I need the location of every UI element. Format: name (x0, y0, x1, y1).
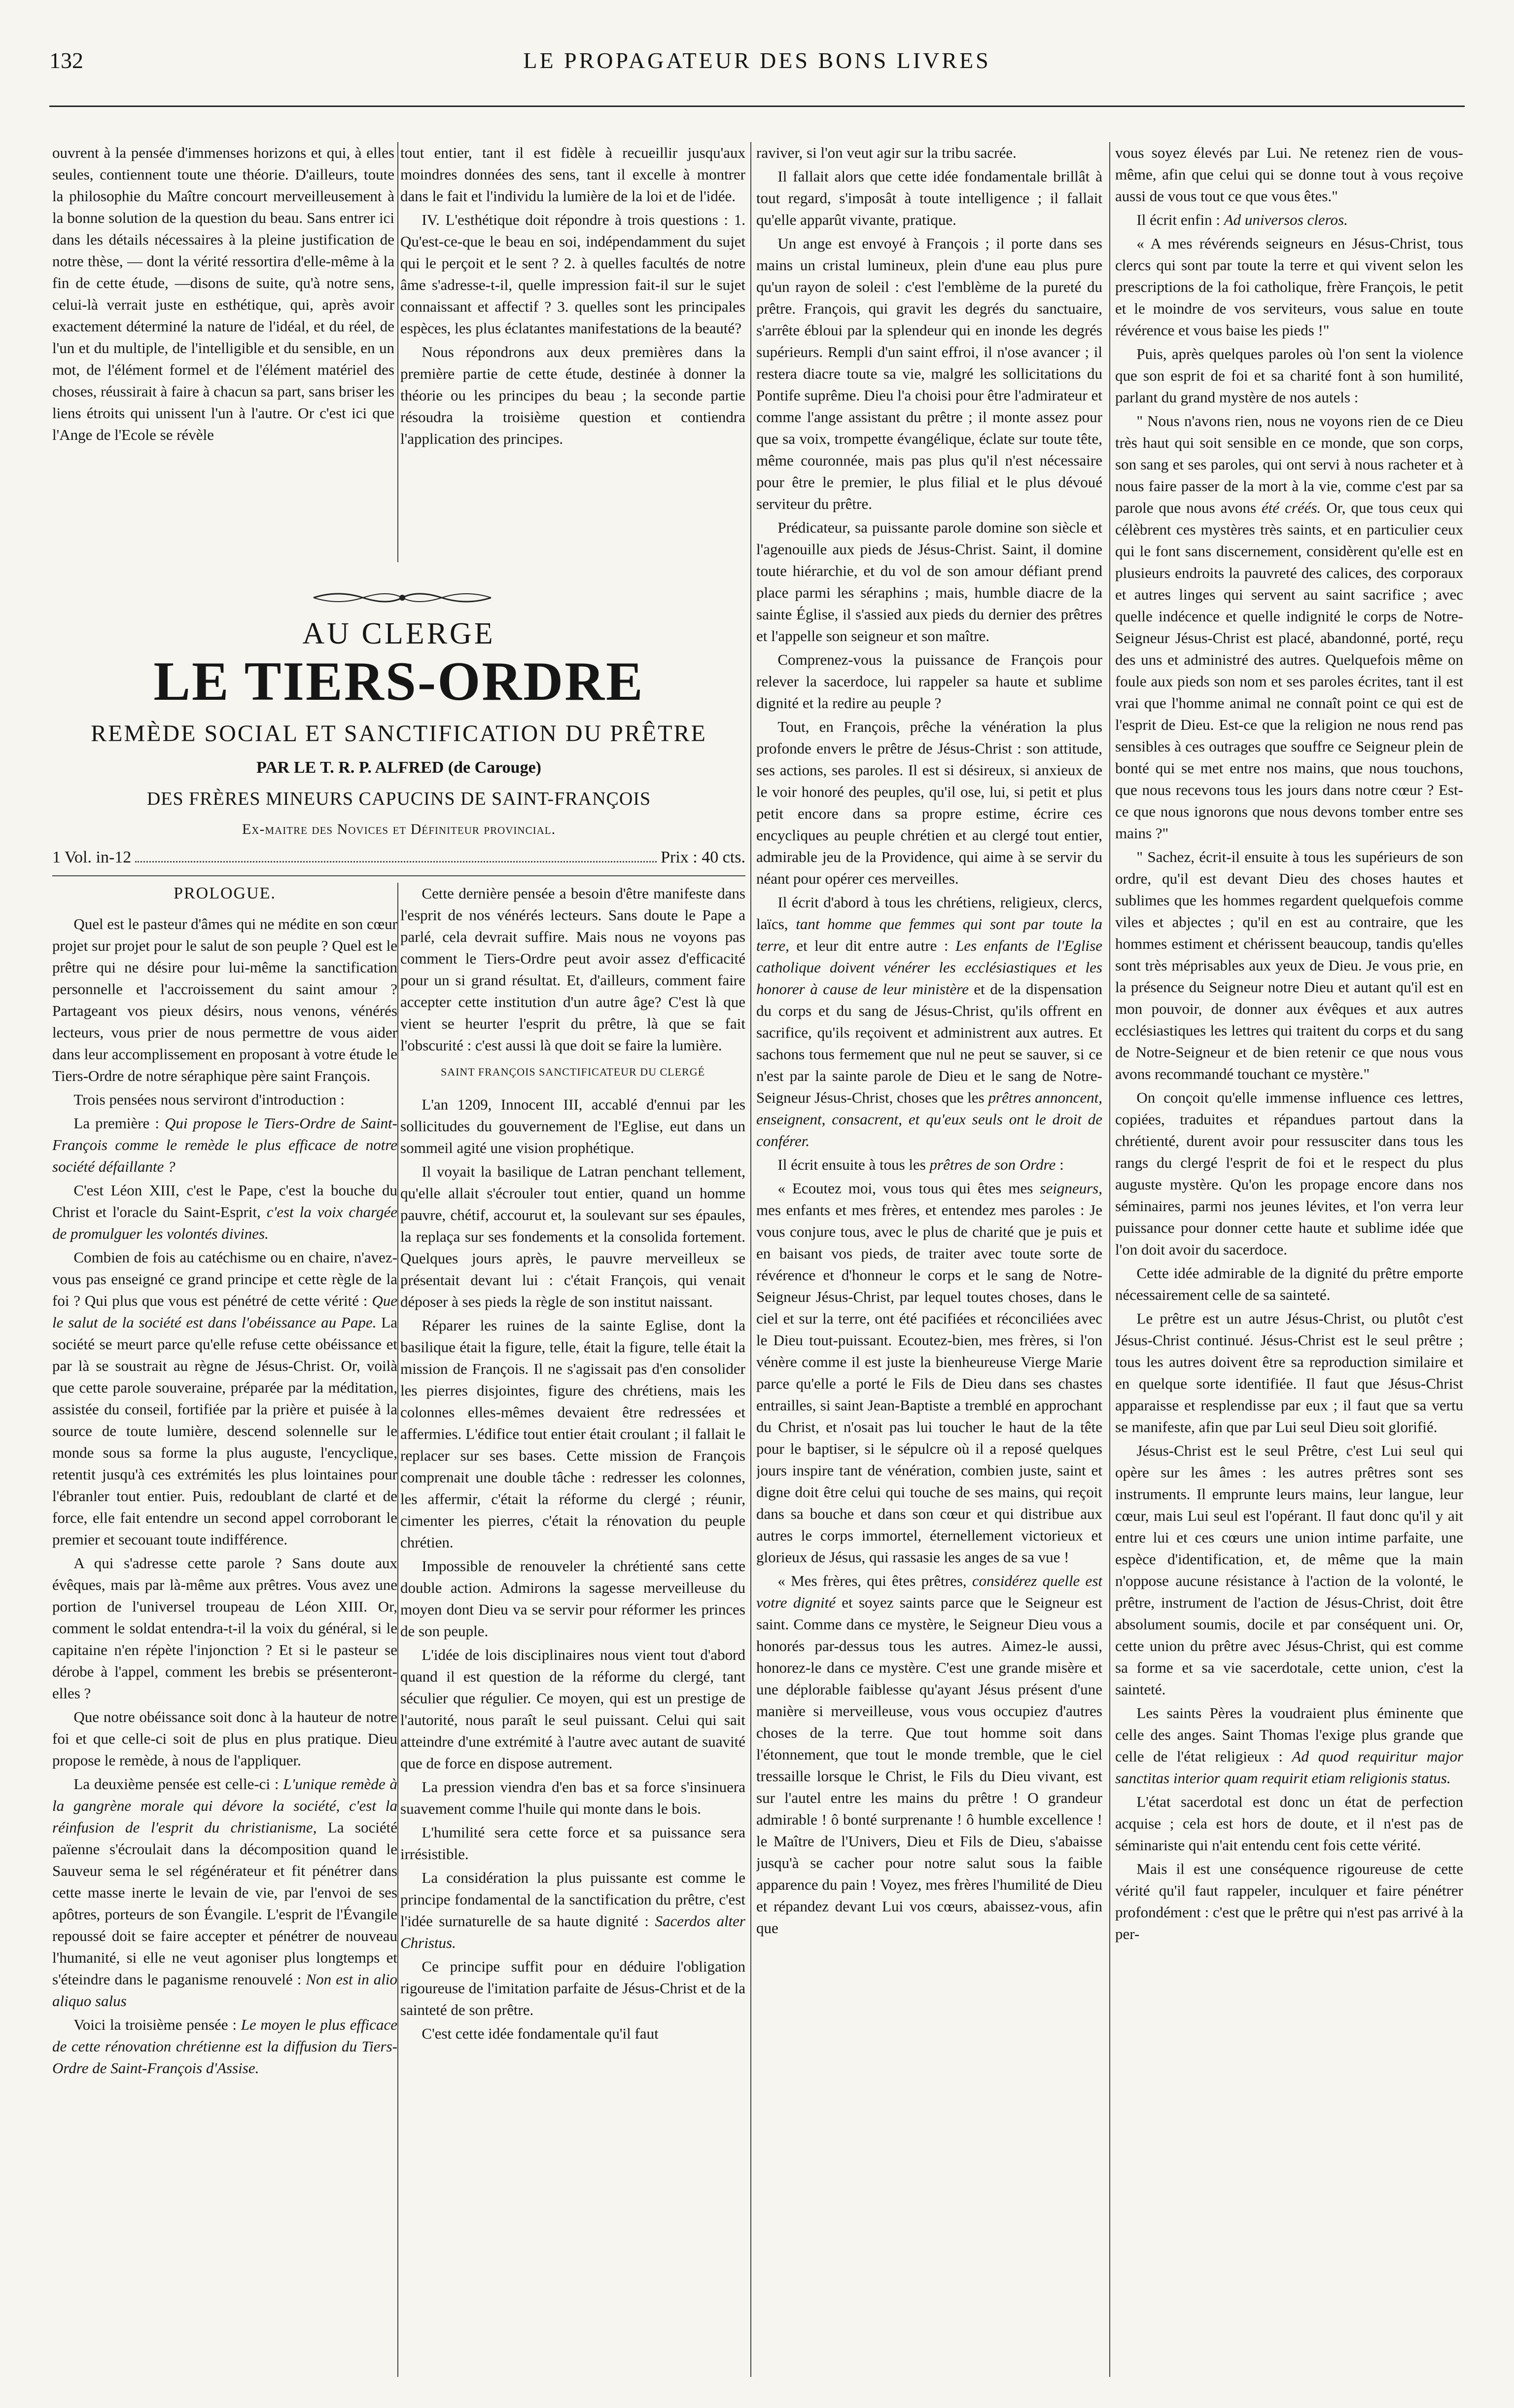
paragraph: Il écrit d'abord à tous les chrétiens, religieux, clercs, laïcs, tant homme que femmes qui sont par toute la terre, et leur dit entre autre : Les enfants de l'Eglise catholique doivent vénérer les ecclésiastiques et les honorer à cause de leur ministère et de la dispensation du corps et du sang de Jésus-Christ, qu'ils offrent en sacrifice, qu'ils reçoivent et administrent aux autres. Et sachons tous fermement que nul ne peut se sauver, si ce n'est par la sainte parole de Dieu et le sang de Notre-Seigneur Jésus-Christ, choses que les prêtres annoncent, enseignent, consacrent, et qu'eux seuls ont le droit de conférer. (756, 894, 1102, 1150)
article-column-3 (756, 142, 1102, 2376)
paragraph: Les saints Pères la voudraient plus éminente que celle des anges. Saint Thomas l'exige plus grande que celle de l'état religieux : Ad quod requiritur major sanctitas interior quam requirit etiam religionis status. (1115, 1704, 1463, 1787)
paragraph: Il écrit ensuite à tous les prêtres de son Ordre : (777, 1156, 1064, 1173)
paragraph: Un ange est envoyé à François ; il porte dans ses mains un cristal lumineux, plein d'une eau plus pure qu'un rayon de soleil : c'est l'emblème de la pureté du prêtre. François, qui gravit les degrés du sanctuaire, s'arrête ébloui par la splendeur qui en inonde les degrés supérieurs. Rempli d'un saint effroi, il n'ose avancer ; il restera diacre toute sa vie, malgré les sollicitations du Pontife suprême. Dieu l'a choisi pour être l'admirateur et comme l'ange assistant du prêtre ; il monte assez pour que sa voix, trompette évangélique, éclate sur toute tête, même couronnée, mais pas plus qu'il n'est nécessaire pour être le premier, le plus filial et le plus dévoué serviteur du prêtre. (756, 235, 1102, 512)
paragraph: raviver, si l'on veut agir sur la tribu sacrée. (756, 144, 1017, 161)
advert-audience: AU CLERGE (302, 617, 495, 650)
paragraph: Il voyait la basilique de Latran penchant tellement, qu'elle allait s'écrouler tout entier, quand un homme pauvre, chétif, accourut et, la soulevant sur ses épaules, la replaça sur ses fondements et la consolida fortement. Quelques jours après, le pauvre merveilleux se présentait devant lui : c'était François, qui venait déposer à ses pieds la règle de son institut naissant. (400, 1163, 745, 1310)
column-rule (397, 142, 398, 562)
advert-rule (52, 875, 745, 876)
paragraph: Que notre obéissance soit donc à la hauteur de notre foi et que celle-ci soit de plus en plus pratique. Dieu propose le remède, à nous de l'appliquer. (52, 1708, 397, 1769)
paragraph: Impossible de renouveler la chrétienté sans cette double action. Admirons la sagesse merveilleuse du moyen dont Dieu va se servir pour réformer les princes de son peuple. (400, 1557, 745, 1640)
advert-author-rank: Ex-maitre des Novices et Définiteur provincial. (242, 821, 556, 837)
running-head (49, 47, 1465, 77)
article-column-2-top (400, 142, 745, 562)
paragraph: A qui s'adresse cette parole ? Sans doute aux évêques, mais par là-même aux prêtres. Vous avez une portion de l'universel troupeau de Léon XIII. Or, comment le soldat entendra-t-il la voix du général, si le capitaine n'en répète l'injonction ? Et si le pasteur se dérobe à l'appel, comment les brebis se présenteront-elles ? (52, 1554, 397, 1702)
paragraph: L'état sacerdotal est donc un état de perfection acquise ; cela est hors de doute, et il n'est pas de séminariste qui n'ait entendu cent fois cette vérité. (1115, 1793, 1463, 1854)
prologue-heading: PROLOGUE. (174, 884, 276, 902)
advert-price: Prix : 40 cts. (661, 848, 745, 866)
book-advertisement (52, 562, 745, 878)
advert-author: PAR LE T. R. P. ALFRED (de Carouge) (256, 758, 542, 777)
paragraph: Cette dernière pensée a besoin d'être manifeste dans l'esprit de nos vénérés lecteurs. Sans doute le Pape a parlé, cela devrait suffire. Mais nous ne voyons pas comment le Tiers-Ordre peut avoir assez d'efficacité pour un si grand résultat. Et, d'ailleurs, comment faire accepter cette institution d'un autre âge? C'est là que vient se heurter l'esprit du prêtre, là que se fait l'obscurité : c'est aussi là que doit se faire la lumière. (400, 885, 745, 1054)
paragraph: La deuxième pensée est celle-ci : L'unique remède à la gangrène morale qui dévore la société, c'est la réinfusion de l'esprit du christianisme, La société païenne s'écroulait dans la décomposition quand le Sauveur sema le sel régénérateur et fit pénétrer dans cette masse inerte le levain de vie, par l'envoi de ses apôtres, porteurs de son Évangile. L'esprit de l'Évangile repoussé doit se faire accepter et pénétrer de nouveau l'humanité, si elle ne veut agoniser plus longtemps et s'éteindre dans le paganisme renouvelé : Non est in alio aliquo salus (52, 1775, 397, 2010)
paragraph: L'idée de lois disciplinaires nous vient tout d'abord quand il est question de la réforme du clergé, tant séculier que régulier. Ce moyen, qui est un prestige de l'autorité, nous paraît le seul puissant. Celui qui sait atteindre d'une extrémité à l'autre avec autant de suavité que de force en dispose autrement. (400, 1646, 745, 1772)
paragraph: La première : Qui propose le Tiers-Ordre de Saint-François comme le remède le plus efficace de notre société défaillante ? (52, 1114, 397, 1175)
paragraph: Prédicateur, sa puissante parole domine son siècle et l'agenouille aux pieds de Jésus-Christ. Saint, il domine toute hiérarchie, et du vol de son amour défiant prend place parmi les séraphins ; mais, humble diacre de la sainte Église, il s'assied aux pieds du dernier des prêtres et l'appelle son seigneur et son maître. (756, 519, 1102, 645)
paragraph: Réparer les ruines de la sainte Eglise, dont la basilique était la figure, telle, était la figure, telle était la mission de François. Il ne s'agissait pas d'en consolider les pierres disjointes, figure des chrétiens, mais les colonnes elles-mêmes devaient être redressées et affermies. L'édifice tout entier était croulant ; il fallait le replacer sur ses bases. Cette mission de François comprenait une double tâche : redresser les colonnes, les affermir, c'était la réforme du clergé ; réunir, cimenter les pierres, c'était la rénovation du peuple chrétien. (400, 1317, 745, 1551)
page-number: 132 (49, 48, 83, 73)
paragraph: On conçoit qu'elle immense influence ces lettres, copiées, traduites et répandues partout dans la chrétienté, durent avoir pour ressusciter dans tous les rangs du clergé l'esprit de foi et le respect du plus auguste mystère. Qu'on les propage encore dans nos séminaires, parmi nos jeunes lévites, et l'on verra leur puissance pour donner cette haute et sublime idée que l'on doit avoir du sacerdoce. (1115, 1089, 1463, 1258)
paragraph: " Nous n'avons rien, nous ne voyons rien de ce Dieu très haut qui soit sensible en ce monde, que son corps, son sang et ses paroles, qui ont servi à nous racheter et à nous faire passer de la mort à la vie, comme c'est par sa parole que nous avons été créés. Or, que tous ceux qui célèbrent ces mystères très saints, et en particulier ceux qui le font sans discernement, considèrent qu'elle est en plusieurs endroits la pauvreté des calices, des corporaux et autres linges qui servent au saint sacrifice ; avec quelle indécence et quelle indignité le corps de Notre-Seigneur Jésus-Christ est placé, abandonné, porté, reçu des uns et administré des autres. Quelquefois même on foule aux pieds son nom et ses paroles écrites, tant il est vrai que l'homme animal ne connaît point ce qui est de l'esprit de Dieu. Est-ce que la religion ne nous rend pas sensibles à ces outrages que souffre ce Seigneur plein de bonté qui se met entre nos mains, que nous touchons, que nous recevons tous les jours dans notre cœur ? Est-ce que nous ignorons que nous devons tomber entre ses mains ?" (1115, 412, 1463, 842)
paragraph: Ce principe suffit pour en déduire l'obligation rigoureuse de l'imitation parfaite de Jésus-Christ et de la sainteté de son prêtre. (400, 1958, 745, 2018)
paragraph: Quel est le pasteur d'âmes qui ne médite en son cœur projet sur projet pour le salut de son peuple ? Quel est le prêtre qui ne désire pour lui-même la sanctification personnelle et l'accroissement du saint amour ? Partageant vos pieux désirs, nous venons, vénérés lecteurs, vous prier de nous permettre de vous aider dans leur accomplissement en proposant à votre étude le Tiers-Ordre de notre séraphique père saint François. (52, 915, 397, 1084)
paragraph: Il écrit enfin : Ad universos cleros. (1136, 211, 1348, 228)
paragraph: tout entier, tant il est fidèle à recueillir jusqu'aux moindres données des sens, tant il excelle à montrer dans le fait et l'individu la lumière de la loi et de l'idée. (400, 144, 745, 205)
section-heading: SAINT FRANÇOIS SANCTIFICATEUR DU CLERGÉ (440, 1066, 705, 1078)
advert-subtitle: REMÈDE SOCIAL ET SANCTIFICATION DU PRÊTRE (91, 720, 707, 747)
article-column-2-bottom (400, 883, 745, 2377)
article-column-1-top (52, 142, 394, 562)
paragraph: C'est cette idée fondamentale qu'il faut (422, 2025, 659, 2042)
paragraph: C'est Léon XIII, c'est le Pape, c'est la bouche du Christ et l'oracle du Saint-Esprit, c'est la voix chargée de promulguer les volontés divines. (52, 1182, 397, 1242)
paragraph: Puis, après quelques paroles où l'on sent la violence que son esprit de foi et sa charité font à son humilité, parlant du grand mystère de nos autels : (1115, 345, 1463, 406)
paragraph: IV. L'esthétique doit répondre à trois questions : 1. Qu'est-ce-que le beau en soi, indépendamment du sujet qui le perçoit et le sent ? 2. à quelles facultés de notre âme s'adresse-t-il, quelle impression fait-il sur le sujet connaissant et affectif ? 3. quelles sont les principales espèces, les plus éclatantes manifestations de la beauté? (400, 211, 745, 337)
paragraph: Tout, en François, prêche la vénération la plus profonde envers le prêtre de Jésus-Christ : son attitude, ses actions, ses paroles. Il est si désireux, si anxieux de le voir honoré des peuples, qu'il ose, lui, si petit et plus petit encore dans sa propre estime, écrire ces encycliques au peuple chrétien et au clergé tout entier, admirable jeu de la Providence, qui aime à se servir du néant pour opérer ces merveilles. (756, 718, 1102, 887)
paragraph: « Ecoutez moi, vous tous qui êtes mes seigneurs, mes enfants et mes frères, et entendez mes paroles : Je vous conjure tous, avec le plus de charité que je puis et en baisant vos pieds, de traiter avec toute sorte de révérence et d'honneur le corps et le sang de Notre-Seigneur Jésus-Christ, par lequel toutes choses, dans le ciel et sur la terre, ont été pacifiées et réconciliées avec le Dieu tout-puissant. Ecoutez-bien, mes frères, si l'on vénère comme il est juste la bienheureuse Vierge Marie parce qu'elle a porté le Fils de Dieu dans ses chastes entrailles, si saint Jean-Baptiste a tremblé en approchant du Christ, et n'osait pas lui toucher le haut de la tête pour le baptiser, si le sépulcre où il a reposé quelques jours inspire tant de vénération, combien juste, saint et digne doit être celui qui touche de ses mains, qui reçoit dans sa bouche et dans son cœur et qui distribue aux autres le corps immortel, éternellement victorieux et glorieux de Jésus, qui rassasie les anges de sa vue ! (756, 1180, 1102, 1566)
paragraph: " Sachez, écrit-il ensuite à tous les supérieurs de son ordre, qu'il est devant Dieu des choses hautes et sublimes que les hommes regardent quelquefois comme viles et abjectes ; qu'il en est au contraire, que les hommes estiment et chérissent beaucoup, tandis qu'elles sont très méprisables aux yeux de Dieu. Je vous prie, en la présence du Seigneur notre Dieu et autant qu'il est en mon pouvoir, de donner aux évêques et aux autres ecclésiastiques les lettres qui traitent du corps et du sang de Notre-Seigneur et de bien retenir ce que nous vous avons recommandé touchant ce mystère." (1115, 848, 1463, 1082)
paragraph: « A mes révérends seigneurs en Jésus-Christ, tous clercs qui sont par toute la terre et qui vivent selon les prescriptions de la foi catholique, frère François, le petit et le moindre de vos serviteurs, vous salue en toute révérence et vous baise les pieds !" (1115, 235, 1463, 339)
paragraph: vous soyez élevés par Lui. Ne retenez rien de vous-même, afin que celui qui se donne tout à vous reçoive aussi de vous tout ce que vous êtes." (1115, 144, 1463, 205)
paragraph: Mais il est une conséquence rigoureuse de cette vérité qu'il faut rappeler, inculquer et faire pénétrer profondément : c'est que le prêtre qui n'est pas arrivé à la per- (1115, 1860, 1463, 1942)
paragraph: La pression viendra d'en bas et sa force s'insinuera suavement comme l'huile qui monte dans le bois. (400, 1778, 745, 1817)
paragraph: Voici la troisième pensée : Le moyen le plus efficace de cette rénovation chrétienne est la diffusion du Tiers-Ordre de Saint-François d'Assise. (52, 2016, 397, 2077)
column-rule (397, 883, 398, 2377)
paragraph: « Mes frères, qui êtes prêtres, considérez quelle est votre dignité et soyez saints parce que le Seigneur est saint. Comme dans ce mystère, le Seigneur Dieu vous a honorés par-dessus tous les autres. Aimez-le aussi, honorez-le dans ce mystère. C'est une grande misère et une déplorable faiblesse qu'ayant Jésus présent d'une manière si merveilleuse, vous vous occupiez d'autres choses de la terre. Que tout homme soit dans l'étonnement, que tout le monde tremble, que le ciel tressaille lorsque le Christ, le Fils du Dieu vivant, est sur l'autel entre les mains du prêtre ! O grandeur admirable ! ô bonté surprenante ! ô humble excellence ! le Maître de l'Univers, Dieu et Fils de Dieu, s'abaisse jusqu'à se cacher pour notre salut sous la faible apparence du pain ! Voyez, mes frères l'humilité de Dieu et répandez devant Lui vos cœurs, abaissez-vous, afin que (756, 1572, 1102, 1937)
column-rule (750, 142, 751, 2377)
paragraph: Trois pensées nous serviront d'introduction : (73, 1091, 345, 1108)
article-column-4 (1115, 142, 1463, 2376)
paragraph: L'an 1209, Innocent III, accablé d'ennui par les sollicitudes du gouvernement de l'Eglise, eut dans un sommeil agité une vision prophétique. (400, 1096, 745, 1156)
column-rule (1109, 142, 1110, 2377)
paragraph: Cette idée admirable de la dignité du prêtre emporte nécessairement celle de sa sainteté. (1115, 1264, 1463, 1303)
paragraph: ouvrent à la pensée d'immenses horizons et qui, à elles seules, contiennent toute une théorie. D'ailleurs, toute la philosophie du Maître concourt merveilleusement à la bonne solution de la question du beau. Sans entrer ici dans les détails nécessaires à la pleine justification de notre thèse, — dont la vérité ressortira d'elle-même à la fin de cette étude, —disons de suite, qu'à notre sens, celui-là verrait juste en esthétique, qui, après avoir exactement déterminé la nature de l'idéal, et du réel, de l'un et du multiple, de l'intelligible et du sensible, en un mot, de l'élément formel et de l'élément matériel des choses, réussirait à faire à chacun sa part, sans briser les liens étroits qui unissent l'un à l'autre. Or c'est ici que l'Ange de l'Ecole se révèle (52, 144, 394, 443)
leader-dots (135, 851, 657, 863)
journal-title: LE PROPAGATEUR DES BONS LIVRES (523, 48, 991, 73)
paragraph: Combien de fois au catéchisme ou en chaire, n'avez-vous pas enseigné ce grand principe et cette règle de la foi ? Qui plus que vous est pénétré de cette vérité : Que le salut de la société est dans l'obéissance au Pape. La société se meurt parce qu'elle refuse cette obéissance et par là se soustrait au règne de Jésus-Christ. Or, voilà que cette parole souveraine, préparée par la méditation, assistée du conseil, fortifiée par la prière et puisée à la source de toute lumière, descend solennelle sur le monde sous sa forme la plus auguste, l'encyclique, retentit jusqu'à ces extrémités les plus lointaines pour l'ébranler tout entier. Puis, redoublant de clarté et de force, elle fait entendre un second appel corroborant le premier et secouant toute indifférence. (52, 1249, 397, 1548)
advert-order: DES FRÈRES MINEURS CAPUCINS DE SAINT-FRANÇOIS (146, 789, 651, 809)
paragraph: Nous répondrons aux deux premières dans la première partie de cette étude, destinée à donner la théorie ou les principes du beau ; la seconde partie résoudra la troisième question et contiendra l'application des principes. (400, 343, 745, 447)
advert-title: LE TIERS-ORDRE (153, 651, 644, 712)
prologue-column (52, 883, 397, 2377)
paragraph: L'humilité sera cette force et sa puissance sera irrésistible. (400, 1824, 745, 1863)
header-rule (49, 106, 1465, 107)
advert-price-row (52, 848, 745, 867)
paragraph: Comprenez-vous la puissance de François pour relever la sacerdoce, lui rappeler sa haute et sublime dignité et la redire au peuple ? (756, 651, 1102, 712)
paragraph: Jésus-Christ est le seul Prêtre, c'est Lui seul qui opère sur les âmes : les autres prêtres sont ses instruments. Il emprunte leurs mains, leur langue, leur cœur, mais Lui seul est l'opérant. Il faut donc qu'il y ait entre lui et ces cœurs une union intime parfaite, une espèce d'identification, et, de même que la main n'oppose aucune résistance à l'action de la volonté, le prêtre, instrument de l'action de Jésus-Christ, doit être absolument soumis, docile et par conséquent uni. Or, cette union du prêtre avec Jésus-Christ, qui est comme sa forme et sa vie sacerdotale, cette union, c'est la sainteté. (1115, 1442, 1463, 1698)
paragraph: Le prêtre est un autre Jésus-Christ, ou plutôt c'est Jésus-Christ continué. Jésus-Christ est le seul prêtre ; tous les autres doivent être sa reproduction similaire et en quelque sorte identifiée. Il faut que Jésus-Christ apparaisse et resplendisse par eux ; il faut que sa vertu se manifeste, afin que par Lui seul Dieu soit glorifié. (1115, 1310, 1463, 1436)
paragraph: La considération la plus puissante est comme le principe fondamental de la sanctification du prêtre, c'est l'idée surnaturelle de sa haute dignité : Sacerdos alter Christus. (400, 1869, 745, 1951)
ornament-divider-icon (309, 588, 496, 608)
advert-volume: 1 Vol. in-12 (52, 848, 132, 866)
paragraph: Il fallait alors que cette idée fondamentale brillât à tout regard, s'imposât à toute intelligence ; il fallait qu'elle apparût vivante, pratique. (756, 168, 1102, 228)
